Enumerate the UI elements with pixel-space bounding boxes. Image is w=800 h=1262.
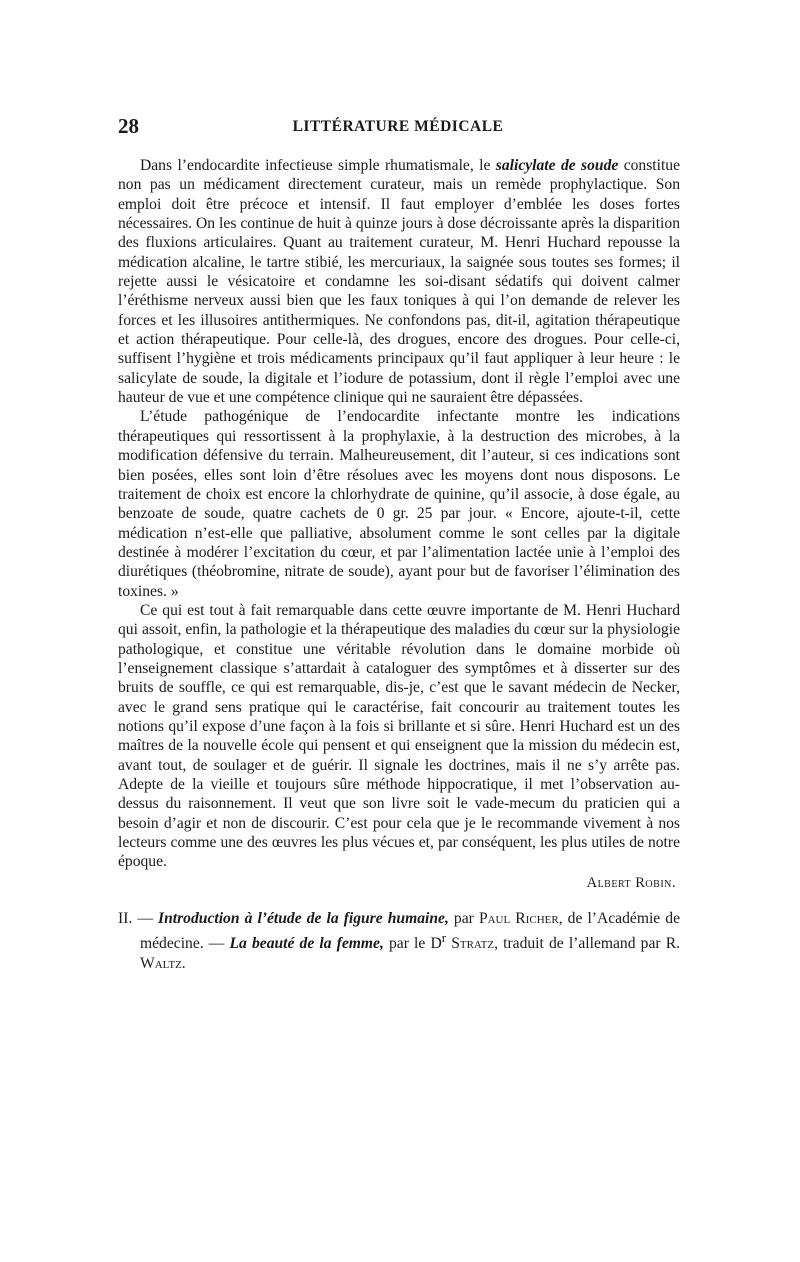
entry-title-1: Introduction à l’étude de la figure humaine, <box>158 910 449 928</box>
entry-by-2: par le D <box>383 935 442 953</box>
page-number: 28 <box>118 114 139 138</box>
emphasis-salicylate: salicylate de soude <box>495 157 619 174</box>
page-header <box>118 114 678 144</box>
entry-title-2: La beauté de la femme, <box>229 935 384 953</box>
paragraph-1-start: Dans l’endocardite infectieuse simple rhumatismale, le <box>140 157 496 174</box>
paragraph-1 <box>118 156 680 407</box>
entry-number: II. — <box>118 910 159 928</box>
entry-author-2: Stratz <box>451 935 495 953</box>
entry-translation: , traduit de l’allemand par R. <box>494 935 681 953</box>
entry-affiliation: , de l’Académie de médecine. — <box>140 910 680 953</box>
running-head: LITTÉRATURE MÉDICALE <box>292 118 504 135</box>
entry-superscript: r <box>441 930 447 946</box>
paragraph-3: Ce qui est tout à fait remarquable dans cette œuvre importante de M. Henri Huchard qui assoit, enfin, la pathologie et la thérapeutique des maladies du cœur sur la physiologie pathologique, et constitue une véritable révolution dans le domaine morbide où l’enseignement classique s’attardait à cataloguer des symptômes et à disserter sur des bruits de souffle, ce qui est remarquable, dis-je, c’est que le savant médecin de Necker, avec le grand sens pratique qui le caractérise, fait concourir au traitement toutes les notions qu’il expose d’une façon à la fois si brillante et si sûre. Henri Huchard est un des maîtres de la nouvelle école qui pensent et qui enseignent que la mission du médecin est, avant tout, de soulager et de guérir. Il signale les doctrines, mais il ne s’y arrête pas. Adepte de la vieille et toujours sûre méthode hippocratique, il met l’observation au-dessus du raisonnement. Il veut que son livre soit le vade-mecum du praticien qui a besoin d’agir et non de discourir. C’est pour cela que je le recommande vivement à nos lecteurs comme une des œuvres les plus vécues et, par conséquent, les plus utiles de notre époque. <box>118 601 680 871</box>
article-body <box>118 156 680 973</box>
entry-by-1: par <box>448 910 479 928</box>
entry-author-1: Paul Richer <box>478 910 559 928</box>
entry-author-3: Waltz. <box>140 954 186 972</box>
bibliography-entry <box>118 909 680 973</box>
paragraph-1-rest: constitue non pas un médicament directement curateur, mais un remède prophylactique. Son emploi doit être précoce et intensif. Il faut employer d’emblée les doses fortes nécessaires. On les continue de huit à quinze jours à dose décroissante après la disparition des fluxions articulaires. Quant au traitement curateur, M. Henri Huchard repousse la médication alcaline, le tartre stibié, les mercuriaux, la saignée sous toutes ses formes; il rejette aussi le vésicatoire et condamne les soi-disant sédatifs qui doivent calmer l’éréthisme nerveux aussi bien que les faux toniques à qui l’on demande de relever les forces et les illusoires antithermiques. Ne confondons pas, dit-il, agitation thérapeutique et action thérapeutique. Pour celle-là, des drogues, encore des drogues. Pour celle-ci, suffisent l’hygiène et trois médicaments principaux qu’il faut appliquer à leur heure : le salicylate de soude, la digitale et l’iodure de potassium, dont il règle l’emploi avec une hauteur de vue et une compétence clinique qui ne sauraient être dépassées. <box>118 157 681 407</box>
author-signature: Albert Robin. <box>586 874 676 891</box>
paragraph-2: L’étude pathogénique de l’endocardite infectante montre les indications thérapeutiques qui ressortissent à la prophylaxie, à la destruction des microbes, à la modification défensive du terrain. Malheureusement, dit l’auteur, si ces indications sont bien posées, elles sont loin d’être résolues avec les moyens dont nous disposons. Le traitement de choix est encore la chlorhydrate de quinine, qu’il associe, à dose égale, au benzoate de soude, quatre cachets de 0 gr. 25 par jour. « Encore, ajoute-t-il, cette médication n’est-elle que palliative, absolument comme le sont celles par la digitale destinée à modérer l’excitation du cœur, et par l’alimentation lactée unie à l’emploi des diurétiques (théobromine, nitrate de soude), ayant pour but de favoriser l’élimination des toxines. » <box>118 408 680 600</box>
